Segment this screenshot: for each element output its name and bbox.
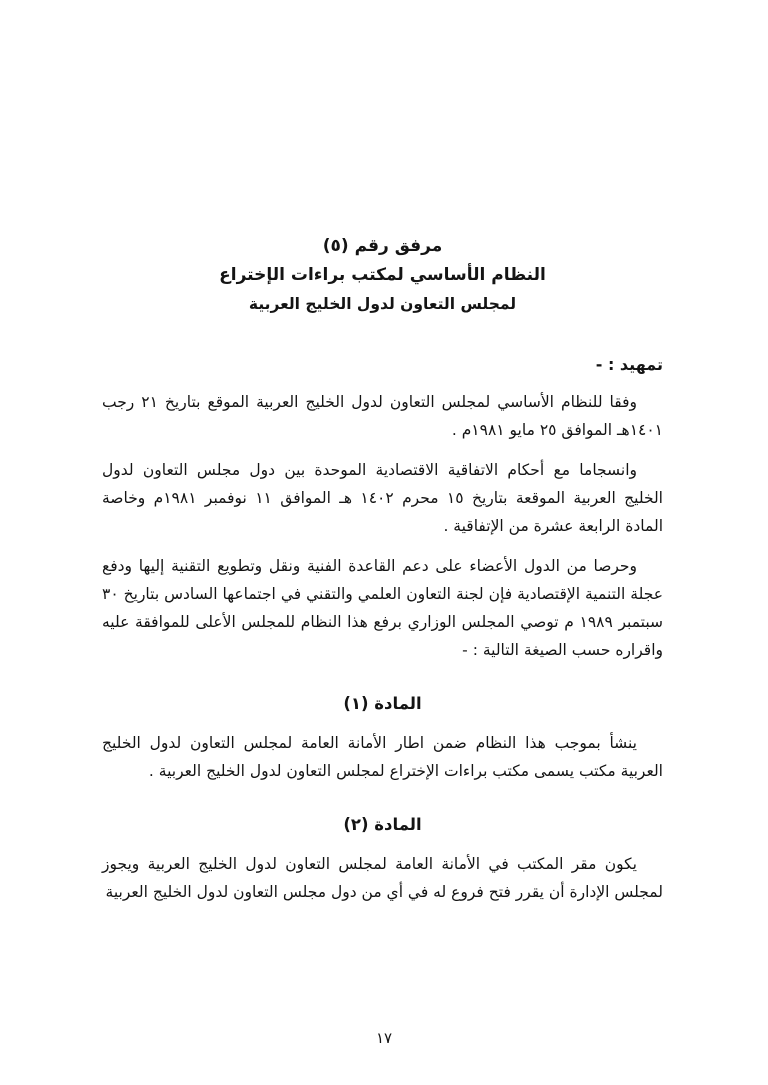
title-statute-name: النظام الأساسي لمكتب براءات الإختراع — [219, 265, 546, 285]
preamble-paragraph-1: وفقا للنظام الأساسي لمجلس التعاون لدول الخليج العربية الموقع بتاريخ ٢١ رجب ١٤٠١هـ الموافق ٢٥ مايو ١٩٨١م . — [102, 393, 663, 439]
title-attachment-number: مرفق رقم (٥) — [322, 236, 443, 256]
title-organization-name: لمجلس التعاون لدول الخليج العربية — [248, 295, 517, 313]
preamble-section — [102, 355, 663, 664]
article-2-body: يكون مقر المكتب في الأمانة العامة لمجلس التعاون لدول الخليج العربية ويجوز لمجلس الإدارة أن يقرر فتح فروع له في أي من دول مجلس التعاون لدول الخليج العربية — [102, 855, 663, 901]
article-2-heading: المادة (٢) — [343, 815, 422, 834]
preamble-paragraph-2: وانسجاما مع أحكام الاتفاقية الاقتصادية الموحدة بين دول مجلس التعاون لدول الخليج العربية الموقعة بتاريخ ١٥ محرم ١٤٠٢ هـ الموافق ١١ نوفمبر ١٩٨١م وخاصة المادة الرابعة عشرة من الإتفاقية . — [102, 461, 663, 535]
article-2-section — [102, 815, 663, 906]
document-title — [102, 232, 663, 319]
article-1-section — [102, 694, 663, 785]
preamble-heading: تمهيد : - — [595, 355, 663, 374]
article-1-heading: المادة (١) — [343, 694, 422, 713]
preamble-paragraph-3: وحرصا من الدول الأعضاء على دعم القاعدة الفنية ونقل وتطويع التقنية إليها ودفع عجلة التنمية الإقتصادية فإن لجنة التعاون العلمي والتقني في اجتماعها السادس بتاريخ ٣٠ سبتمبر ١٩٨٩ م توصي المجلس الوزاري برفع هذا النظام للمجلس الأعلى للموافقة عليه واقراره حسب الصيغة التالية : - — [102, 557, 664, 659]
document-content — [102, 232, 663, 918]
article-1-body: ينشأ بموجب هذا النظام ضمن اطار الأمانة العامة لمجلس التعاون لدول الخليج العربية مكتب يسمى مكتب براءات الإختراع لمجلس التعاون لدول الخليج العربية . — [102, 734, 663, 780]
page-number: ١٧ — [375, 1029, 393, 1047]
